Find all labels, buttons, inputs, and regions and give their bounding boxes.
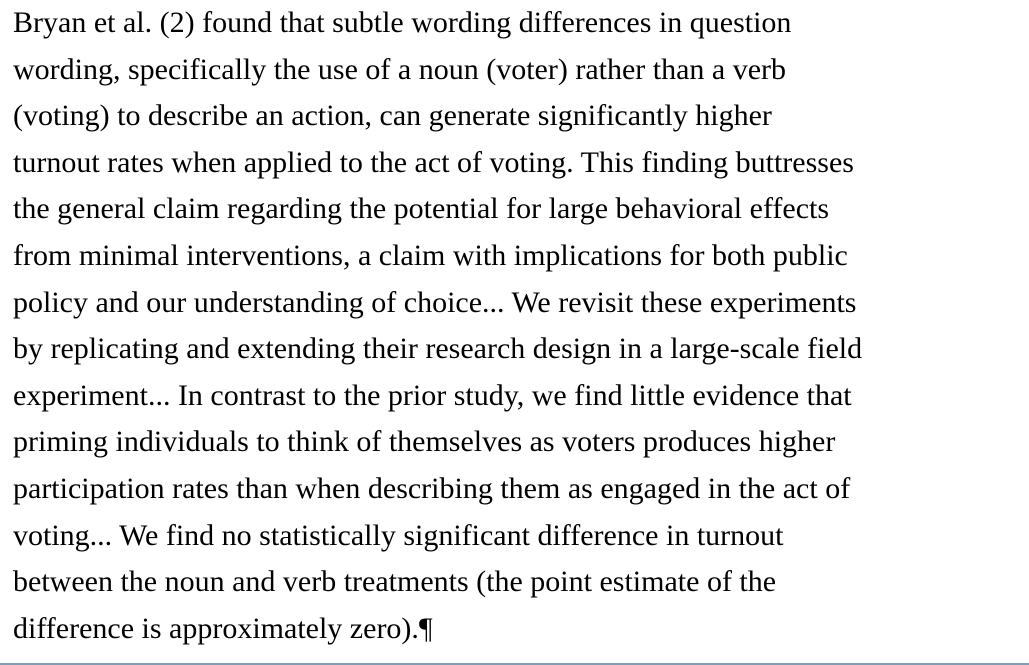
text-line: turnout rates when applied to the act of voting. This finding buttresses [13,145,854,179]
text-line: from minimal interventions, a claim with implications for both public [13,238,848,272]
paragraph-mark-icon: ¶ [418,611,433,645]
text-line: voting... We find no statistically significant difference in turnout [13,518,784,552]
text-line: experiment... In contrast to the prior study, we find little evidence that [13,378,852,412]
text-line: priming individuals to think of themselves as voters produces higher [13,425,836,459]
text-line: participation rates than when describing them as engaged in the act of [13,471,851,505]
text-line-content: difference is approximately zero). [13,611,419,645]
text-line: (voting) to describe an action, can generate significantly higher [13,99,772,133]
text-line: by replicating and extending their research design in a large-scale field [13,332,863,366]
body-paragraph[interactable] [13,0,1023,652]
text-line: between the noun and verb treatments (the point estimate of the [13,565,777,599]
text-line: policy and our understanding of choice... We revisit these experiments [13,285,857,319]
text-line: Bryan et al. (2) found that subtle wording differences in question [13,6,792,39]
text-line: the general claim regarding the potential for large behavioral effects [13,192,830,226]
text-line-last [13,606,1023,653]
text-line: wording, specifically the use of a noun (voter) rather than a verb [13,52,787,86]
